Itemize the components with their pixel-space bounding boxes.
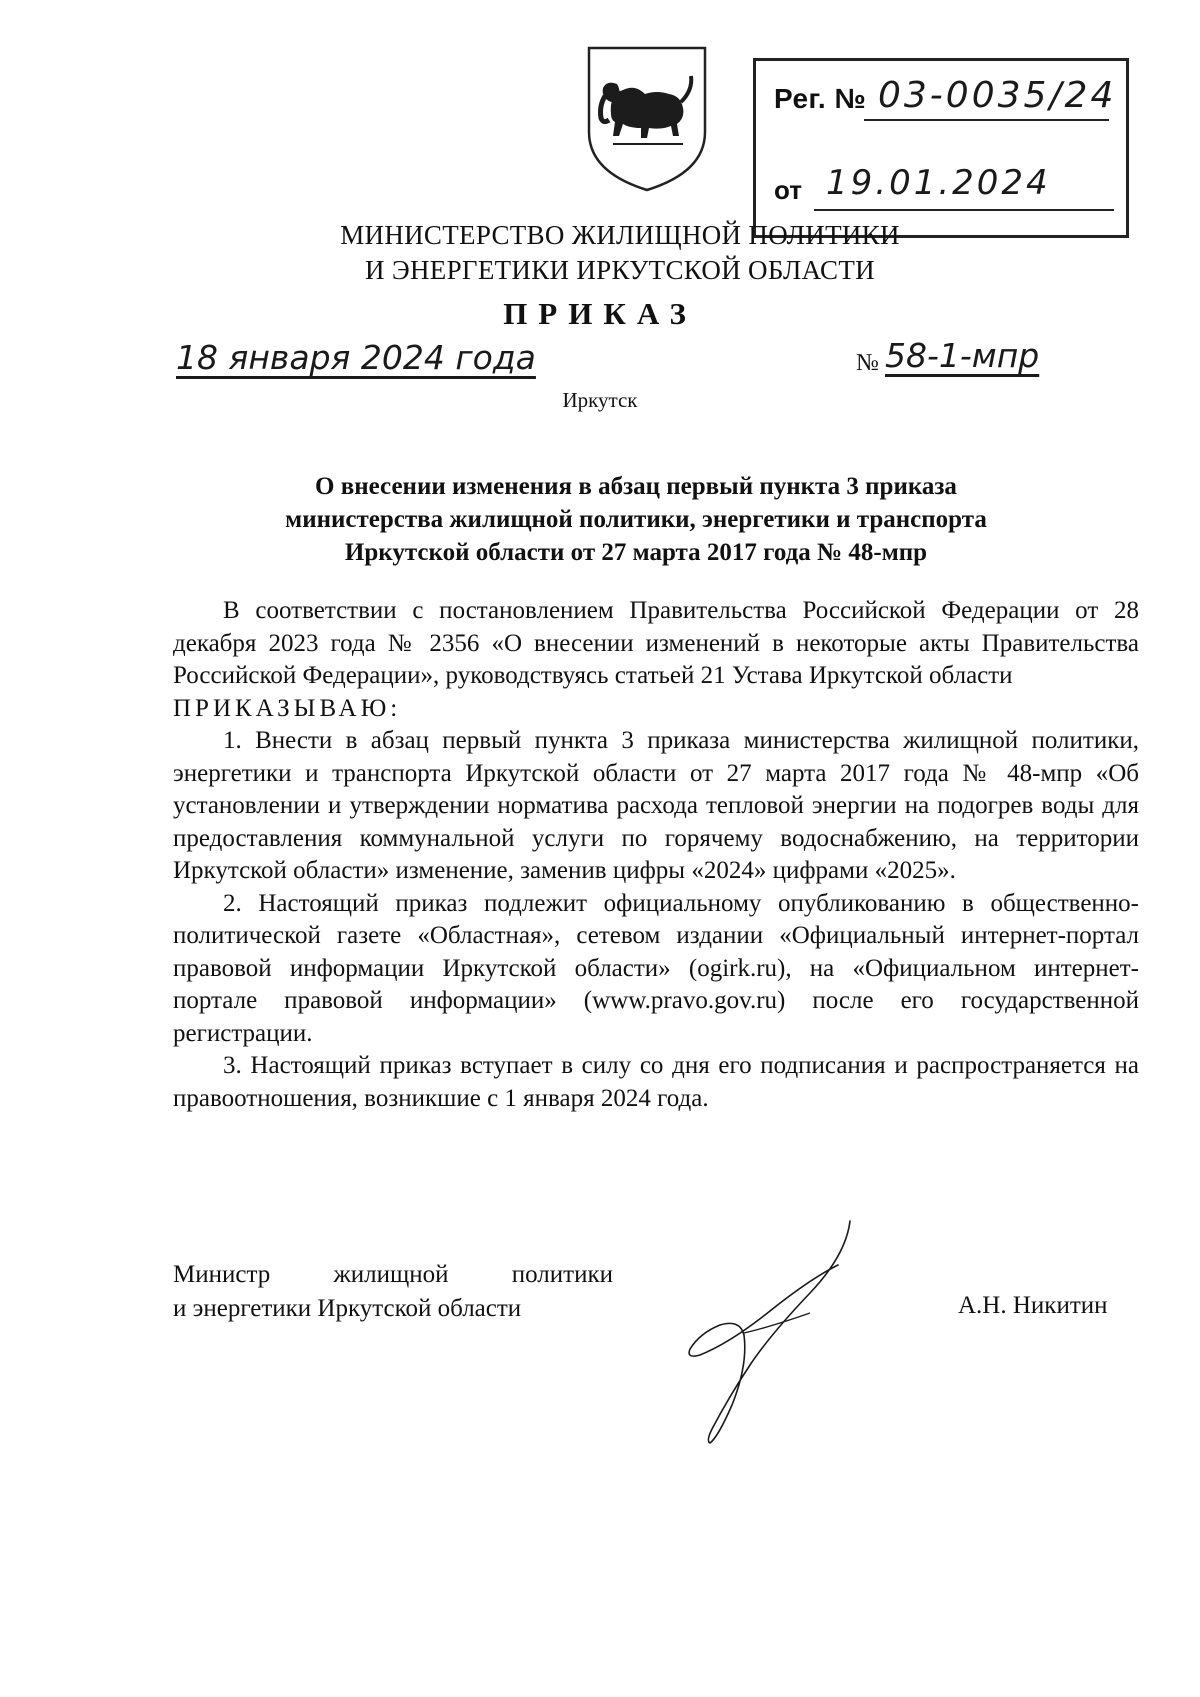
signer-position-word-3: политики	[511, 1261, 613, 1288]
order-number-label: №	[856, 350, 879, 376]
signer-position	[173, 1258, 613, 1326]
order-word: ПРИКАЗЫВАЮ:	[173, 694, 402, 722]
coat-of-arms-emblem	[583, 44, 711, 194]
order-item-2: 2. Настоящий приказ подлежит официальному опубликованию в общественно-политической газете «Областная», сетевом издании «Официальный интернет-портал правовой информации Иркутской области» (ogirk.ru), на «Официальном интернет-портале правовой информации» (www.pravo.gov.ru) после его государственной регистрации.	[173, 889, 1139, 1047]
document-type: ПРИКАЗ	[503, 296, 697, 331]
stamp-reg-number: 03-0035/24	[878, 75, 1117, 116]
stamp-date-label: от	[774, 175, 802, 205]
signer-position-word-2: жилищной	[333, 1261, 449, 1288]
order-number: 58-1-мпр	[885, 336, 1040, 375]
title-line-2: министерства жилищной политики, энергетики и транспорта	[285, 506, 987, 533]
preamble-paragraph: В соответствии с постановлением Правительства Российской Федерации от 28 декабря 2023 года № 2356 «О внесении изменений в некоторые акты Правительства Российской Федерации», руководствуясь статьей 21 Устава Иркутской области	[173, 597, 1139, 689]
handwritten-signature	[660, 1215, 880, 1455]
document-title	[236, 470, 1036, 569]
signer-name: А.Н. Никитин	[958, 1292, 1108, 1319]
signer-position-word-1: Министр	[173, 1261, 271, 1288]
title-line-1: О внесении изменения в абзац первый пункта 3 приказа	[315, 473, 957, 500]
stamp-date-value: 19.01.2024	[826, 163, 1051, 203]
ministry-line-2: И ЭНЕРГЕТИКИ ИРКУТСКОЙ ОБЛАСТИ	[365, 255, 875, 285]
stamp-date-underline	[814, 209, 1114, 211]
signer-position-line-2: и энергетики Иркутской области	[173, 1295, 522, 1322]
signer-position-line-1	[173, 1258, 613, 1292]
city: Иркутск	[562, 388, 638, 412]
stamp-reg-underline	[864, 119, 1109, 121]
order-item-1: 1. Внести в абзац первый пункта 3 приказа министерства жилищной политики, энергетики и транспорта Иркутской области от 27 марта 2017 года № 48-мпр «Об установлении и утверждении норматива расхода тепловой энергии на подогрев воды для предоставления коммунальной услуги по горячему водоснабжению, на территории Иркутской области» изменение, заменив цифры «2024» цифрами «2025».	[173, 727, 1139, 884]
title-line-3: Иркутской области от 27 марта 2017 года № 48-мпр	[344, 539, 928, 566]
ministry-line-1: МИНИСТЕРСТВО ЖИЛИЩНОЙ ПОЛИТИКИ	[340, 220, 900, 250]
order-item-3: 3. Настоящий приказ вступает в силу со дня его подписания и распространяется на правоотношения, возникшие с 1 января 2024 года.	[173, 1052, 1139, 1112]
document-body	[173, 595, 1139, 1115]
signing-date: 18 января 2024 года	[176, 338, 536, 377]
ministry-heading	[300, 218, 940, 288]
stamp-reg-label: Рег. №	[774, 83, 867, 114]
registration-stamp	[753, 58, 1129, 238]
